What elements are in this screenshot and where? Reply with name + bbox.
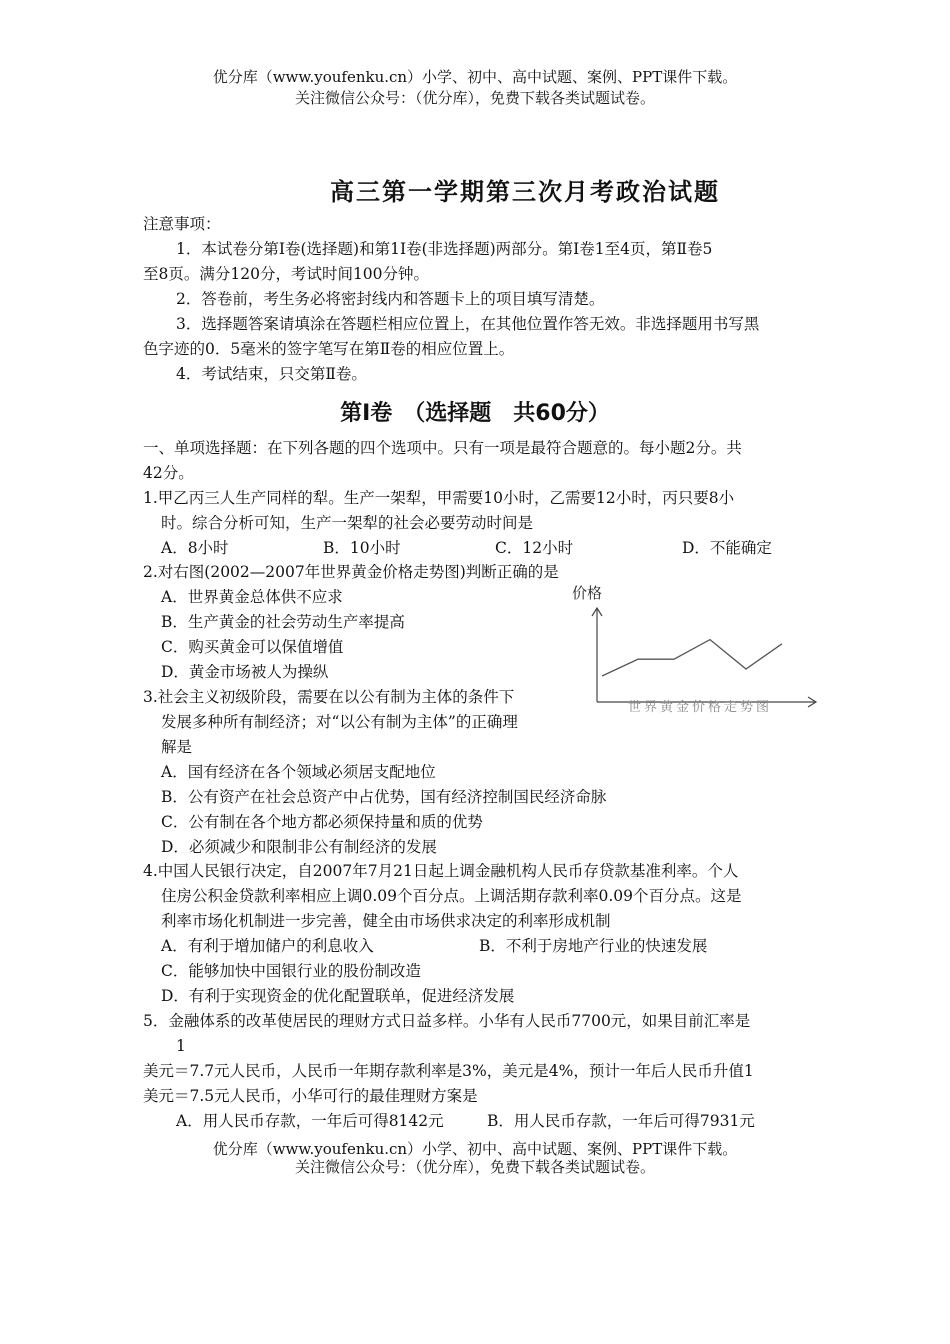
chart-series-line — [602, 640, 782, 676]
q4-option-a: A．有利于增加储户的利息收入 — [161, 937, 374, 955]
instructions-line-2: 42分。 — [143, 464, 194, 482]
notice-item-1b: 至8页。满分120分，考试时间100分钟。 — [143, 265, 430, 283]
q3-option-d: D．必须减少和限制非公有制经济的发展 — [161, 838, 437, 856]
footer-line-1: 优分库（www.youfenku.cn）小学、初中、高中试题、案例、PPT课件下载。 — [212, 1140, 738, 1158]
notice-item-3a: 3．选择题答案请填涂在答题栏相应位置上，在其他位置作答无效。非选择题用书写黑 — [176, 315, 760, 333]
q5-option-b: B．用人民币存款，一年后可得7931元 — [487, 1112, 755, 1130]
q1-option-b: B．10小时 — [323, 539, 401, 557]
chart-title: 世界黄金价格走势图 — [628, 700, 773, 715]
q5-option-a: A．用人民币存款，一年后可得8142元 — [176, 1112, 444, 1130]
notice-item-4: 4．考试结束，只交第Ⅱ卷。 — [176, 365, 367, 383]
q3-stem-2: 发展多种所有制经济；对“以公有制为主体”的正确理 — [161, 713, 518, 731]
q4-stem-2: 住房公积金贷款利率相应上调0.09个百分点。上调活期存款利率0.09个百分点。这是 — [161, 887, 742, 905]
q4-option-b: B．不利于房地产行业的快速发展 — [479, 937, 708, 955]
section-title: 第Ⅰ卷 （选择题 共60分） — [340, 401, 610, 426]
q3-stem-1: 3.社会主义初级阶段，需要在以公有制为主体的条件下 — [143, 688, 515, 706]
header-line-1: 优分库（www.youfenku.cn）小学、初中、高中试题、案例、PPT课件下载。 — [212, 68, 738, 86]
notice-heading: 注意事项： — [143, 215, 221, 233]
q1-stem-1: 1.甲乙丙三人生产同样的犁。生产一架犁，甲需要10小时，乙需要12小时，丙只要8小 — [143, 489, 735, 507]
q4-option-d: D．有利于实现资金的优化配置联单，促进经济发展 — [161, 987, 515, 1005]
q2-option-a: A．世界黄金总体供不应求 — [161, 588, 343, 606]
q3-stem-3: 解是 — [161, 738, 193, 756]
gold-price-chart — [570, 580, 820, 720]
q1-option-a: A．8小时 — [161, 539, 229, 557]
chart-ylabel: 价格 — [572, 584, 603, 602]
instructions-line-1: 一、单项选择题：在下列各题的四个选项中。只有一项是最符合题意的。每小题2分。共 — [143, 439, 742, 457]
q2-option-b: B．生产黄金的社会劳动生产率提高 — [161, 613, 405, 631]
header-line-2: 关注微信公众号：（优分库），免费下载各类试题试卷。 — [294, 89, 655, 107]
q2-option-d: D．黄金市场被人为操纵 — [161, 663, 329, 681]
q4-option-c: C．能够加快中国银行业的股份制改造 — [161, 962, 421, 980]
q1-stem-2: 时。综合分析可知，生产一架犁的社会必要劳动时间是 — [161, 514, 534, 532]
footer-line-2: 关注微信公众号：（优分库），免费下载各类试题试卷。 — [294, 1158, 655, 1176]
q3-option-c: C．公有制在各个地方都必须保持量和质的优势 — [161, 813, 483, 831]
q2-stem: 2.对右图(2002—2007年世界黄金价格走势图)判断正确的是 — [143, 563, 559, 581]
q4-stem-1: 4.中国人民银行决定，自2007年7月21日起上调金融机构人民币存贷款基准利率。个人 — [143, 862, 739, 880]
q3-option-a: A．国有经济在各个领域必须居支配地位 — [161, 763, 436, 781]
q5-stem-1: 5．金融体系的改革使居民的理财方式日益多样。小华有人民币7700元，如果目前汇率是 — [143, 1012, 751, 1030]
page-title: 高三第一学期第三次月考政治试题 — [330, 177, 720, 206]
q2-option-c: C．购买黄金可以保值增值 — [161, 638, 344, 656]
q5-stem-3: 美元＝7.7元人民币，人民币一年期存款利率是3%，美元是4%，预计一年后人民币升值1 — [143, 1062, 754, 1080]
q1-option-d: D．不能确定 — [682, 539, 772, 557]
notice-item-1a: 1．本试卷分第Ⅰ卷(选择题)和第1I卷(非选择题)两部分。第Ⅰ卷1至4页，第Ⅱ卷5 — [176, 240, 713, 258]
q1-option-c: C．12小时 — [495, 539, 574, 557]
notice-item-3b: 色字迹的0．5毫米的签字笔写在第Ⅱ卷的相应位置上。 — [143, 340, 515, 358]
notice-item-2: 2．答卷前，考生务必将密封线内和答题卡上的项目填写清楚。 — [176, 290, 605, 308]
q5-stem-4: 美元＝7.5元人民币，小华可行的最佳理财方案是 — [143, 1087, 478, 1105]
q5-stem-2: 1 — [176, 1037, 186, 1055]
q3-option-b: B．公有资产在社会总资产中占优势，国有经济控制国民经济命脉 — [161, 788, 607, 806]
q4-stem-3: 利率市场化机制进一步完善，健全由市场供求决定的利率形成机制 — [161, 912, 611, 930]
